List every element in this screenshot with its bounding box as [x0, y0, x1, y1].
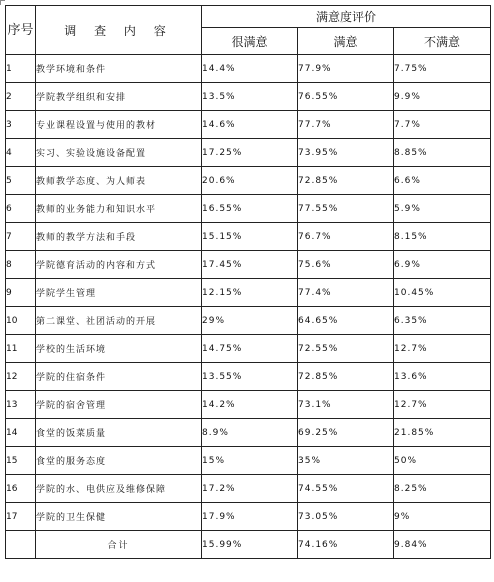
- row-very-satisfied-cell: 14.4%: [202, 55, 298, 83]
- row-satisfied-cell: 77.7%: [298, 111, 394, 139]
- row-item-cell: 学院德育活动的内容和方式: [36, 251, 202, 279]
- row-unsatisfied-cell: 10.45%: [394, 279, 491, 307]
- total-satisfied-cell: 74.16%: [298, 531, 394, 559]
- row-item-cell: 教师教学态度、为人师表: [36, 167, 202, 195]
- row-very-satisfied-cell: 17.9%: [202, 503, 298, 531]
- row-unsatisfied-cell: 12.7%: [394, 335, 491, 363]
- table-row: [6, 503, 491, 531]
- table-total-row: [6, 531, 491, 559]
- table-row: [6, 223, 491, 251]
- row-seq-cell: 16: [6, 475, 36, 503]
- row-item-cell: 第二课堂、社团活动的开展: [36, 307, 202, 335]
- table-row: [6, 447, 491, 475]
- row-unsatisfied-cell: 6.35%: [394, 307, 491, 335]
- table-row: [6, 111, 491, 139]
- row-satisfied-cell: 76.7%: [298, 223, 394, 251]
- row-very-satisfied-cell: 15.15%: [202, 223, 298, 251]
- row-unsatisfied-cell: 7.75%: [394, 55, 491, 83]
- table-row: [6, 251, 491, 279]
- row-seq-cell: 7: [6, 223, 36, 251]
- row-seq-cell: 8: [6, 251, 36, 279]
- row-seq-cell: 15: [6, 447, 36, 475]
- row-item-cell: 学院教学组织和安排: [36, 83, 202, 111]
- row-unsatisfied-cell: 6.9%: [394, 251, 491, 279]
- table-row: [6, 167, 491, 195]
- row-seq-cell: 4: [6, 139, 36, 167]
- row-satisfied-cell: 73.05%: [298, 503, 394, 531]
- row-satisfied-cell: 72.55%: [298, 335, 394, 363]
- row-satisfied-cell: 73.95%: [298, 139, 394, 167]
- table-row: [6, 475, 491, 503]
- total-seq-cell: [6, 531, 36, 559]
- row-satisfied-cell: 77.9%: [298, 55, 394, 83]
- row-item-cell: 专业课程设置与使用的教材: [36, 111, 202, 139]
- table-row: [6, 419, 491, 447]
- row-satisfied-cell: 77.55%: [298, 195, 394, 223]
- row-item-cell: 学院的卫生保健: [36, 503, 202, 531]
- table-row: [6, 279, 491, 307]
- table-row: [6, 55, 491, 83]
- row-seq-cell: 13: [6, 391, 36, 419]
- table-body: [6, 55, 491, 559]
- row-satisfied-cell: 64.65%: [298, 307, 394, 335]
- row-very-satisfied-cell: 29%: [202, 307, 298, 335]
- row-very-satisfied-cell: 17.45%: [202, 251, 298, 279]
- row-unsatisfied-cell: 13.6%: [394, 363, 491, 391]
- row-item-cell: 实习、实验设施设备配置: [36, 139, 202, 167]
- row-very-satisfied-cell: 13.5%: [202, 83, 298, 111]
- row-item-cell: 食堂的服务态度: [36, 447, 202, 475]
- row-seq-cell: 3: [6, 111, 36, 139]
- row-very-satisfied-cell: 14.6%: [202, 111, 298, 139]
- row-seq-cell: 14: [6, 419, 36, 447]
- row-very-satisfied-cell: 8.9%: [202, 419, 298, 447]
- row-very-satisfied-cell: 13.55%: [202, 363, 298, 391]
- row-satisfied-cell: 35%: [298, 447, 394, 475]
- table-row: [6, 307, 491, 335]
- row-satisfied-cell: 77.4%: [298, 279, 394, 307]
- row-satisfied-cell: 76.55%: [298, 83, 394, 111]
- row-seq-cell: 2: [6, 83, 36, 111]
- row-very-satisfied-cell: 17.2%: [202, 475, 298, 503]
- row-unsatisfied-cell: 50%: [394, 447, 491, 475]
- header-very-satisfied: 很满意: [202, 28, 298, 55]
- header-satisfied: 满意: [298, 28, 394, 55]
- row-very-satisfied-cell: 17.25%: [202, 139, 298, 167]
- row-item-cell: 食堂的饭菜质量: [36, 419, 202, 447]
- row-item-cell: 学院学生管理: [36, 279, 202, 307]
- total-label-cell: 合计: [36, 531, 202, 559]
- header-satisfaction-evaluation: 满意度评价: [202, 6, 491, 28]
- row-unsatisfied-cell: 6.6%: [394, 167, 491, 195]
- row-seq-cell: 12: [6, 363, 36, 391]
- table-row: [6, 391, 491, 419]
- row-seq-cell: 17: [6, 503, 36, 531]
- row-unsatisfied-cell: 8.25%: [394, 475, 491, 503]
- row-unsatisfied-cell: 8.85%: [394, 139, 491, 167]
- row-satisfied-cell: 73.1%: [298, 391, 394, 419]
- row-unsatisfied-cell: 21.85%: [394, 419, 491, 447]
- row-very-satisfied-cell: 15%: [202, 447, 298, 475]
- total-very-satisfied-cell: 15.99%: [202, 531, 298, 559]
- row-very-satisfied-cell: 14.75%: [202, 335, 298, 363]
- row-seq-cell: 6: [6, 195, 36, 223]
- row-satisfied-cell: 69.25%: [298, 419, 394, 447]
- row-satisfied-cell: 75.6%: [298, 251, 394, 279]
- table-row: [6, 83, 491, 111]
- row-seq-cell: 1: [6, 55, 36, 83]
- row-unsatisfied-cell: 9%: [394, 503, 491, 531]
- row-item-cell: 学院的宿舍管理: [36, 391, 202, 419]
- row-very-satisfied-cell: 14.2%: [202, 391, 298, 419]
- header-seq: 序号: [6, 6, 36, 55]
- satisfaction-survey-table: [5, 5, 491, 559]
- header-unsatisfied: 不满意: [394, 28, 491, 55]
- row-very-satisfied-cell: 16.55%: [202, 195, 298, 223]
- row-very-satisfied-cell: 12.15%: [202, 279, 298, 307]
- row-unsatisfied-cell: 9.9%: [394, 83, 491, 111]
- row-item-cell: 学校的生活环境: [36, 335, 202, 363]
- row-item-cell: 教师的业务能力和知识水平: [36, 195, 202, 223]
- row-satisfied-cell: 72.85%: [298, 167, 394, 195]
- row-item-cell: 学院的住宿条件: [36, 363, 202, 391]
- row-seq-cell: 5: [6, 167, 36, 195]
- row-unsatisfied-cell: 12.7%: [394, 391, 491, 419]
- row-unsatisfied-cell: 5.9%: [394, 195, 491, 223]
- row-unsatisfied-cell: 7.7%: [394, 111, 491, 139]
- row-unsatisfied-cell: 8.15%: [394, 223, 491, 251]
- row-item-cell: 学院的水、电供应及维修保障: [36, 475, 202, 503]
- row-very-satisfied-cell: 20.6%: [202, 167, 298, 195]
- row-item-cell: 教学环境和条件: [36, 55, 202, 83]
- header-survey-content: 调 查 内 容: [36, 6, 202, 55]
- table-row: [6, 363, 491, 391]
- table-row: [6, 139, 491, 167]
- table-row: [6, 195, 491, 223]
- row-seq-cell: 10: [6, 307, 36, 335]
- row-satisfied-cell: 72.85%: [298, 363, 394, 391]
- row-item-cell: 教师的教学方法和手段: [36, 223, 202, 251]
- row-seq-cell: 9: [6, 279, 36, 307]
- row-satisfied-cell: 74.55%: [298, 475, 394, 503]
- table-row: [6, 335, 491, 363]
- total-unsatisfied-cell: 9.84%: [394, 531, 491, 559]
- row-seq-cell: 11: [6, 335, 36, 363]
